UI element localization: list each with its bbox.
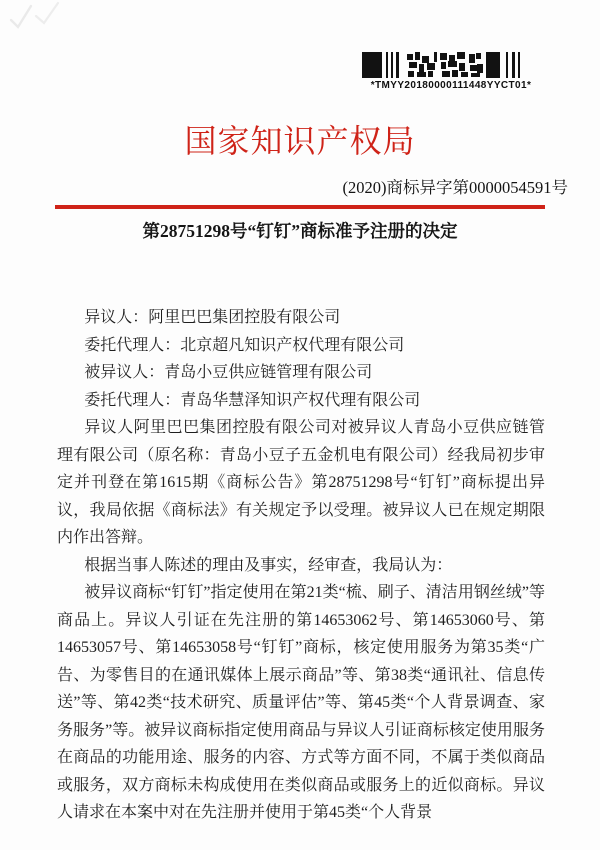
party-value: 青岛华慧泽知识产权代理有限公司 — [180, 391, 421, 409]
barcode-image — [362, 52, 540, 78]
document-body — [57, 304, 545, 827]
party-line-opposed-agent — [57, 387, 545, 415]
body-paragraph: 被异议商标“钉钉”指定使用在第21类“梳、刷子、清洁用钢丝绒”等商品上。异议人引证在先注册的第14653062号、第14653060号、第14653057号、第14653058号“钉钉”商标，核定使用服务为第35类“广告、为零售目的在通讯媒体上展示商品”等、第38类“通讯社、信息传送”等、第42类“技术研究、质量评估”等、第45类“个人背景调查、家务服务”等。被异议商标指定使用商品与异议人引证商标核定使用服务在商品的功能用途、服务的内容、方式等方面不同，不属于类似商品或服务，双方商标未构成使用在类似商品或服务上的近似商标。异议人请求在本案中对在先注册并使用于第45类“个人背景 — [57, 584, 545, 821]
body-paragraph: 异议人阿里巴巴集团控股有限公司对被异议人青岛小豆供应链管理有限公司（原名称：青岛小豆子五金机电有限公司）经我局初步审定并刊登在第1615期《商标公告》第28751298号“钉钉”商标提出异议，我局依据《商标法》有关规定予以受理。被异议人已在规定期限内作出答辩。 — [57, 419, 545, 546]
pencil-checkmarks — [4, 0, 66, 34]
party-value: 北京超凡知识产权代理有限公司 — [180, 336, 405, 354]
party-value: 阿里巴巴集团控股有限公司 — [148, 309, 341, 326]
red-divider — [55, 205, 545, 209]
party-line-opponent-agent — [57, 332, 545, 360]
decision-title: 第28751298号“钉钉”商标准予注册的决定 — [142, 221, 458, 241]
party-label: 被异议人： — [84, 364, 165, 381]
document-number: (2020)商标异字第0000054591号 — [342, 178, 568, 197]
agency-title: 国家知识产权局 — [184, 123, 416, 159]
party-label: 委托代理人： — [84, 391, 181, 409]
party-line-opponent — [57, 304, 545, 332]
barcode-text: *TMYY20180000111448YYCT01* — [370, 80, 532, 91]
barcode-block — [362, 52, 540, 91]
party-value: 青岛小豆供应链管理有限公司 — [164, 364, 373, 381]
party-label: 委托代理人： — [84, 336, 181, 354]
body-paragraph: 根据当事人陈述的理由及事实，经审查，我局认为： — [84, 556, 453, 574]
party-line-opposed — [57, 359, 545, 387]
party-label: 异议人： — [84, 309, 149, 326]
